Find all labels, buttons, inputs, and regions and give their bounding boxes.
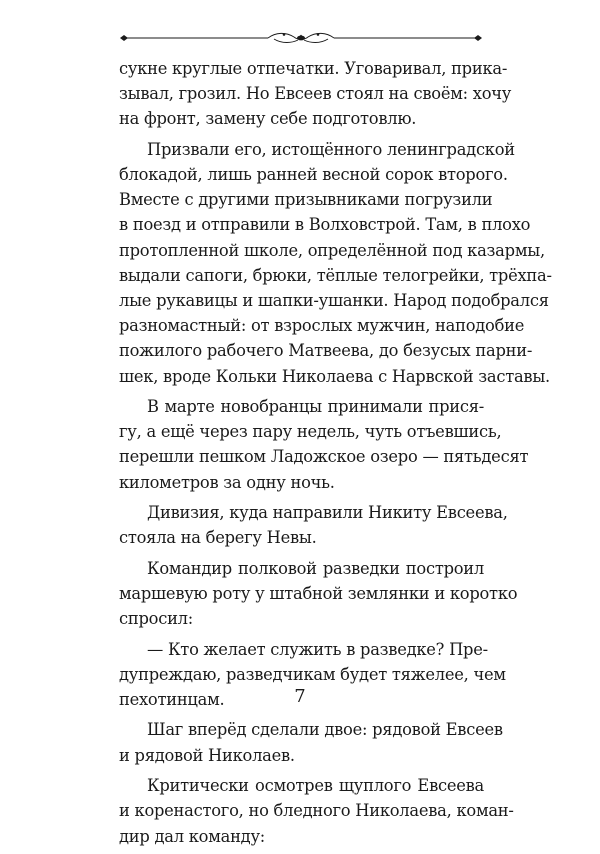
text-line: дупреждаю, разведчикам будет тяжелее, чем [119, 664, 506, 684]
text-line: разномастный: от взрослых мужчин, наподобие [119, 316, 525, 336]
text-line: маршевую роту у штабной землянки и коротко [119, 583, 518, 603]
text-line: Шаг вперёд сделали двое: рядовой Евсеев [147, 720, 503, 740]
text-line: протопленной школе, определённой под казармы, [119, 240, 545, 260]
paragraph [119, 394, 529, 495]
paragraph [119, 500, 508, 550]
text-line: выдали сапоги, брюки, тёплые телогрейки, трёхпа- [119, 265, 552, 285]
text-line: километров за одну ночь. [119, 472, 335, 492]
paragraph [119, 56, 512, 132]
text-line: спросил: [119, 609, 193, 629]
text-line: Призвали его, истощённого ленинградской [147, 139, 515, 159]
text-line: гу, а ещё через пару недель, чуть отъевшись, [119, 422, 502, 442]
text-line: Командир полковой разведки построил [147, 558, 484, 578]
text-line: Вместе с другими призывниками погрузили [119, 190, 493, 210]
paragraph [119, 717, 503, 767]
text-line: шек, вроде Кольки Николаева с Нарвской заставы. [119, 366, 550, 386]
text-line: сукне круглые отпечатки. Уговаривал, прика- [119, 59, 508, 78]
text-line: В марте новобранцы принимали прися- [147, 397, 484, 417]
text-line: в поезд и отправили в Волховстрой. Там, в плохо [119, 215, 531, 235]
text-line: стояла на берегу Невы. [119, 528, 317, 548]
paragraph [119, 773, 514, 849]
text-line: на фронт, замену себе подготовлю. [119, 109, 417, 129]
text-line: пехотинцам. [119, 689, 225, 709]
text-line: пожилого рабочего Матвеева, до безусых парни- [119, 341, 533, 361]
text-line: и рядовой Николаев. [119, 745, 295, 765]
text-line: блокадой, лишь ранней весной сорок второго. [119, 165, 508, 185]
text-line: дир дал команду: [119, 826, 266, 846]
header-ornament [118, 30, 484, 46]
body-text [119, 56, 552, 854]
text-line: зывал, грозил. Но Евсеев стоял на своём: хочу [119, 84, 512, 104]
text-line: и коренастого, но бледного Николаева, коман- [119, 801, 514, 821]
page-number: 7 [294, 686, 306, 707]
text-line: перешли пешком Ладожское озеро — пятьдесят [119, 447, 529, 467]
text-line: Критически осмотрев щуплого Евсеева [147, 776, 484, 796]
text-line: лые рукавицы и шапки-ушанки. Народ подобрался [119, 290, 549, 310]
text-line: Дивизия, куда направили Никиту Евсеева, [147, 503, 508, 523]
paragraph [119, 137, 552, 389]
paragraph [119, 556, 518, 632]
text-line: — Кто желает служить в разведке? Пре- [147, 639, 488, 659]
